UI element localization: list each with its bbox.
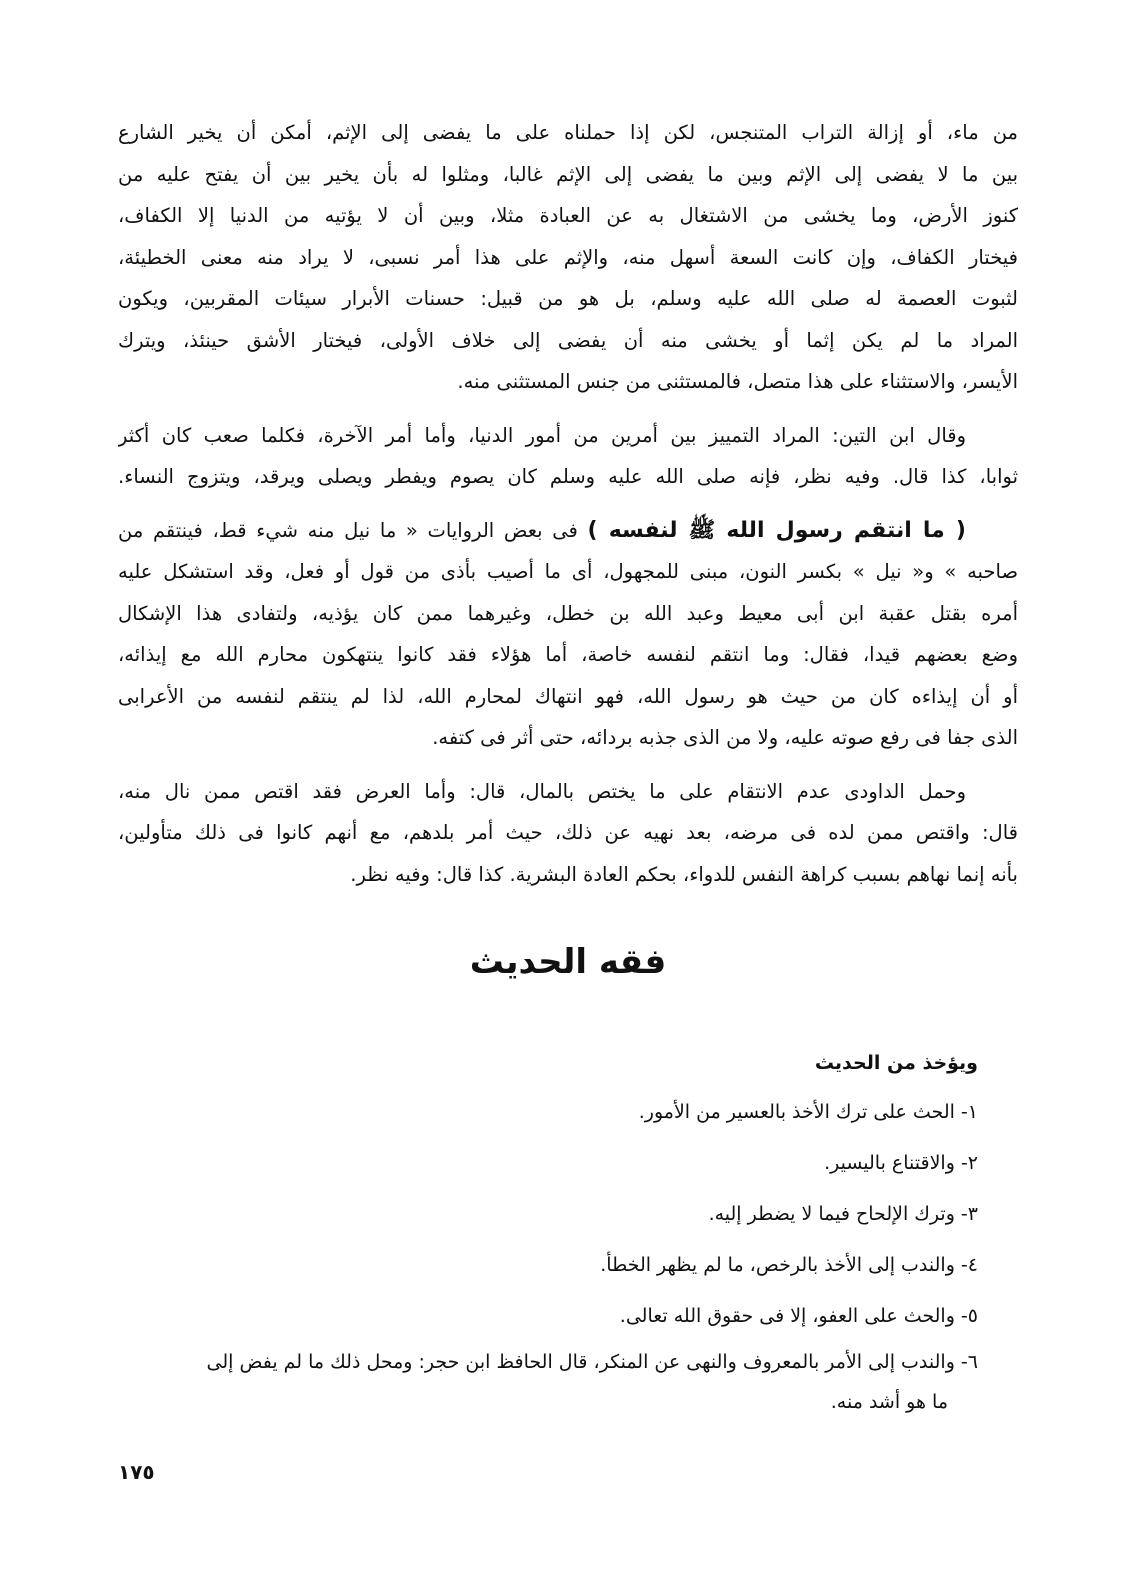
text-line (118, 510, 1018, 552)
text-line: فيختار الكفاف، وإن كانت السعة أسهل منه، والإثم على هذا أمر نسبى، لا يراد منه معنى الخطيئة، (118, 245, 1018, 269)
text-line: كنوز الأرض، وما يخشى من الاشتغال به عن العبادة مثلا، وبين أن لا يؤتيه من الدنيا إلا الكفاف، (118, 204, 1018, 227)
text-line: وحمل الداودى عدم الانتقام على ما يختص بالمال، قال: وأما العرض فقد اقتص ممن نال منه، (118, 779, 966, 803)
text-line: الذى جفا فى رفع صوته عليه، ولا من الذى جذبه بردائه، حتى أثر فى كتفه. (432, 726, 1018, 749)
text-line: صاحبه » و« نيل » بكسر النون، مبنى للمجهول، أى ما أصيب بأذى من قول أو فعل، وقد استشكل عليه (118, 560, 1018, 583)
page-number: ١٧٥ (118, 1460, 155, 1484)
lessons-list (118, 1087, 1018, 1342)
text-line: وضع بعضهم قيدا، فقال: وما انتقم لنفسه خاصة، أما هؤلاء فقد كانوا ينتهكون محارم الله مع إيذائه، (118, 643, 1018, 666)
text-line: الأيسر، والاستثناء على هذا متصل، فالمستثنى من جنس المستثنى منه. (457, 370, 1018, 393)
text-line: ثوابا، كذا قال. وفيه نظر، فإنه صلى الله عليه وسلم كان يصوم ويفطر ويصلى ويرقد، ويتزوج النساء. (118, 465, 1018, 488)
text-line: المراد ما لم يكن إثما أو يخشى منه أن يفضى إلى خلاف الأولى، فيختار الأشق حينئذ، ويترك (118, 328, 1018, 352)
list-item: ٢- والاقتناع باليسير. (824, 1152, 978, 1174)
text-line: بأنه إنما نهاهم بسبب كراهة النفس للدواء، بحكم العادة البشرية. كذا قال: وفيه نظر. (350, 862, 1018, 886)
text-line: أمره بقتل عقبة ابن أبى معيط وعبد الله بن خطل، وغيرهما ممن كان يؤذيه، ولتفادى هذا الإشكال (118, 601, 1018, 625)
text-line: لثبوت العصمة له صلى الله عليه وسلم، بل هو من قبيل: حسنات الأبرار سيئات المقربين، ويكون (118, 287, 1018, 310)
text-line: من ماء، أو إزالة التراب المتنجس، لكن إذا حملناه على ما يفضى إلى الإثم، أمكن أن يخير الشارع (118, 121, 1018, 144)
section-heading: فقه الحديث (469, 942, 667, 982)
text-line: وقال ابن التين: المراد التمييز بين أمرين من أمور الدنيا، وأما أمر الآخرة، فكلما صعب كان أكثر (118, 423, 966, 447)
list-item: ١- الحث على ترك الأخذ بالعسير من الأمور. (638, 1101, 978, 1123)
list-item: ٣- وترك الإلحاح فيما لا يضطر إليه. (708, 1203, 978, 1225)
subheading: ويؤخذ من الحديث (814, 1052, 978, 1074)
list-item-continuation: ما هو أشد منه. (830, 1391, 948, 1413)
text-fragment: فى بعض الروايات « ما نيل منه شيء قط، فينتقم من (118, 518, 578, 542)
text-line: قال: واقتص ممن لده فى مرضه، بعد نهيه عن ذلك، حيث أمر بلدهم، مع أنهم كانوا فى ذلك متأولين، (118, 821, 1018, 844)
document-page (118, 112, 1018, 1422)
paragraph-2 (118, 415, 1018, 498)
paragraph-4 (118, 771, 1018, 896)
text-line: أو أن إيذاءه كان من حيث هو رسول الله، فهو انتهاك لمحارم الله، لذا لم ينتقم لنفسه من الأعرابى (118, 684, 1018, 708)
hadith-quote: ( ما انتقم رسول الله ﷺ لنفسه ) (587, 517, 966, 543)
list-item: ٥- والحث على العفو، إلا فى حقوق الله تعالى. (619, 1305, 978, 1327)
paragraph-1 (118, 112, 1018, 403)
list-item: ٦- والندب إلى الأمر بالمعروف والنهى عن المنكر، قال الحافظ ابن حجر: ومحل ذلك ما لم يفض إلى (206, 1351, 978, 1373)
text-line: بين ما لا يفضى إلى الإثم وبين ما يفضى إلى الإثم غالبا، ومثلوا له بأن يخير بين أن يفتح عليه من (118, 162, 1018, 186)
paragraph-3 (118, 510, 1018, 759)
list-item: ٤- والندب إلى الأخذ بالرخص، ما لم يظهر الخطأ. (600, 1254, 978, 1276)
